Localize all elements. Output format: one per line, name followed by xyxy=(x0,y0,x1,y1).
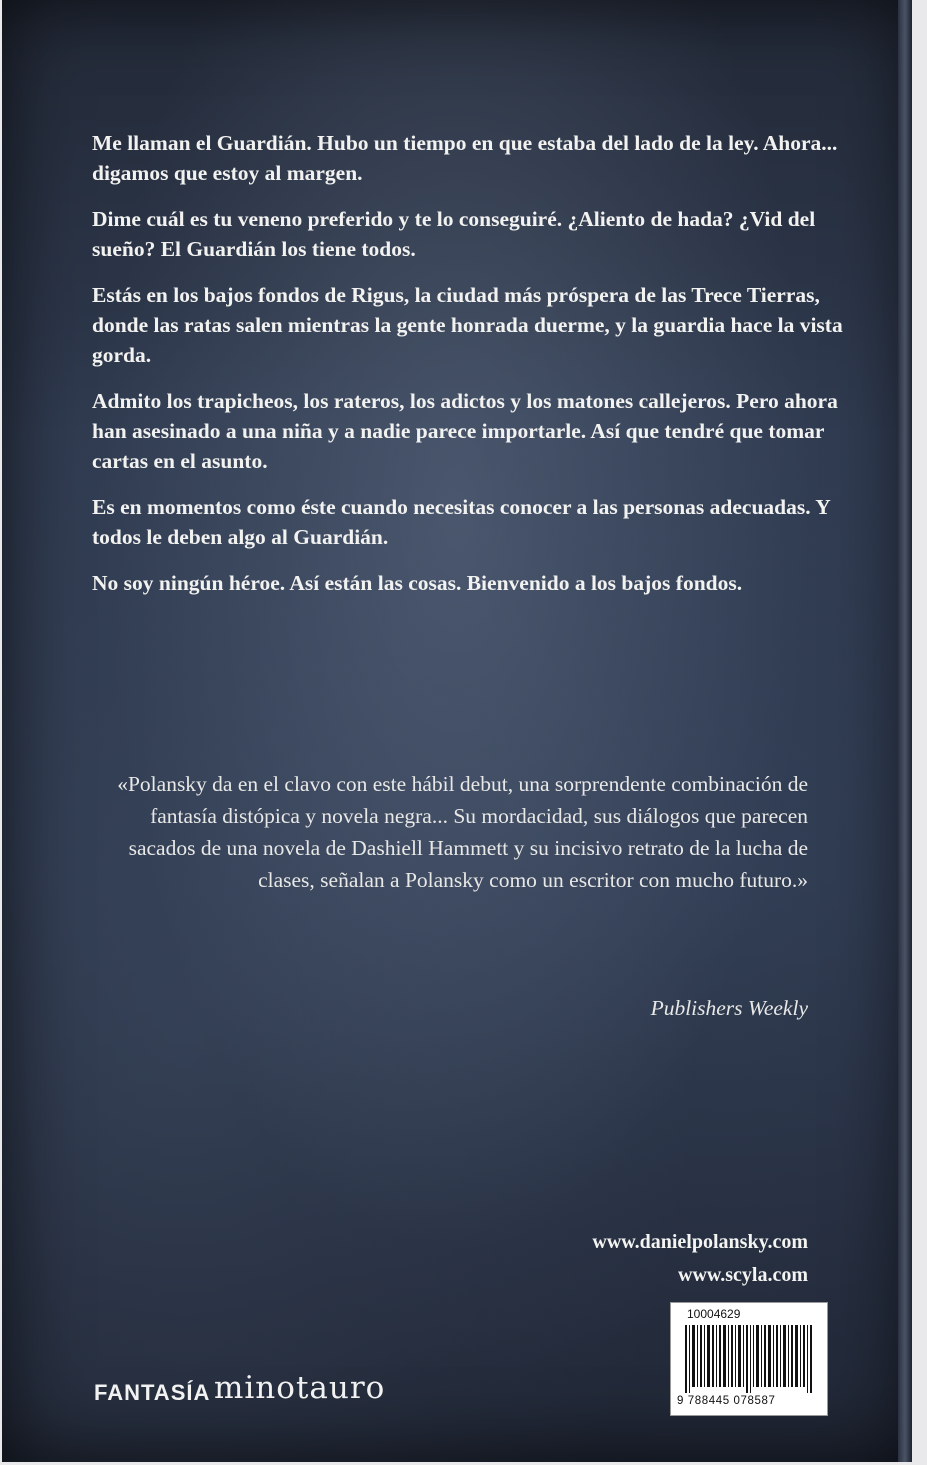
blurb-paragraph: Me llaman el Guardián. Hubo un tiempo en que estaba del lado de la ley. Ahora... digamos que estoy al margen. xyxy=(92,131,838,185)
isbn-digits: 9 788445 078587 xyxy=(677,1395,776,1407)
blurb-paragraph: Dime cuál es tu veneno preferido y te lo conseguiré. ¿Aliento de hada? ¿Vid del sueño? El Guardián los tiene todos. xyxy=(92,207,816,261)
blurb-paragraph: Es en momentos como éste cuando necesitas conocer a las personas adecuadas. Y todos le deben algo al Guardián. xyxy=(92,495,830,549)
publisher-website-link[interactable]: www.scyla.com xyxy=(678,1264,808,1286)
blurb-paragraph: Admito los trapicheos, los rateros, los adictos y los matones callejeros. Pero ahora han asesinado a una niña y a nadie parece importarle. Así que tendré que tomar cartas en el asunto. xyxy=(92,389,838,473)
blurb-paragraph: No soy ningún héroe. Así están las cosas. Bienvenido a los bajos fondos. xyxy=(92,571,743,595)
blurb-paragraph: Estás en los bajos fondos de Rigus, la ciudad más próspera de las Trece Tierras, donde las ratas salen mientras la gente honrada duerme, y la guardia hace la vista gorda. xyxy=(92,283,843,367)
spine-edge xyxy=(898,0,912,1462)
author-website-link[interactable]: www.danielpolansky.com xyxy=(592,1231,808,1253)
review-source: Publishers Weekly xyxy=(650,996,808,1020)
website-links xyxy=(592,1226,808,1292)
barcode-reference-number: 10004629 xyxy=(687,1307,741,1321)
isbn-barcode xyxy=(670,1302,828,1416)
synopsis-blurb xyxy=(92,128,852,614)
genre-label: FANTASÍA xyxy=(94,1380,211,1405)
barcode-icon xyxy=(685,1325,815,1393)
publisher-logo: minotauro xyxy=(214,1370,386,1406)
book-back-cover xyxy=(2,0,912,1462)
review-quote: «Polansky da en el clavo con este hábil debut, una sorprendente combinación de fantasía distópica y novela negra... Su mordacidad, sus diálogos que parecen sacados de una novela de Dashiell Hammett y su incisivo retrato de la lucha de clases, señalan a Polansky como un escritor con mucho futuro.» xyxy=(117,772,808,892)
